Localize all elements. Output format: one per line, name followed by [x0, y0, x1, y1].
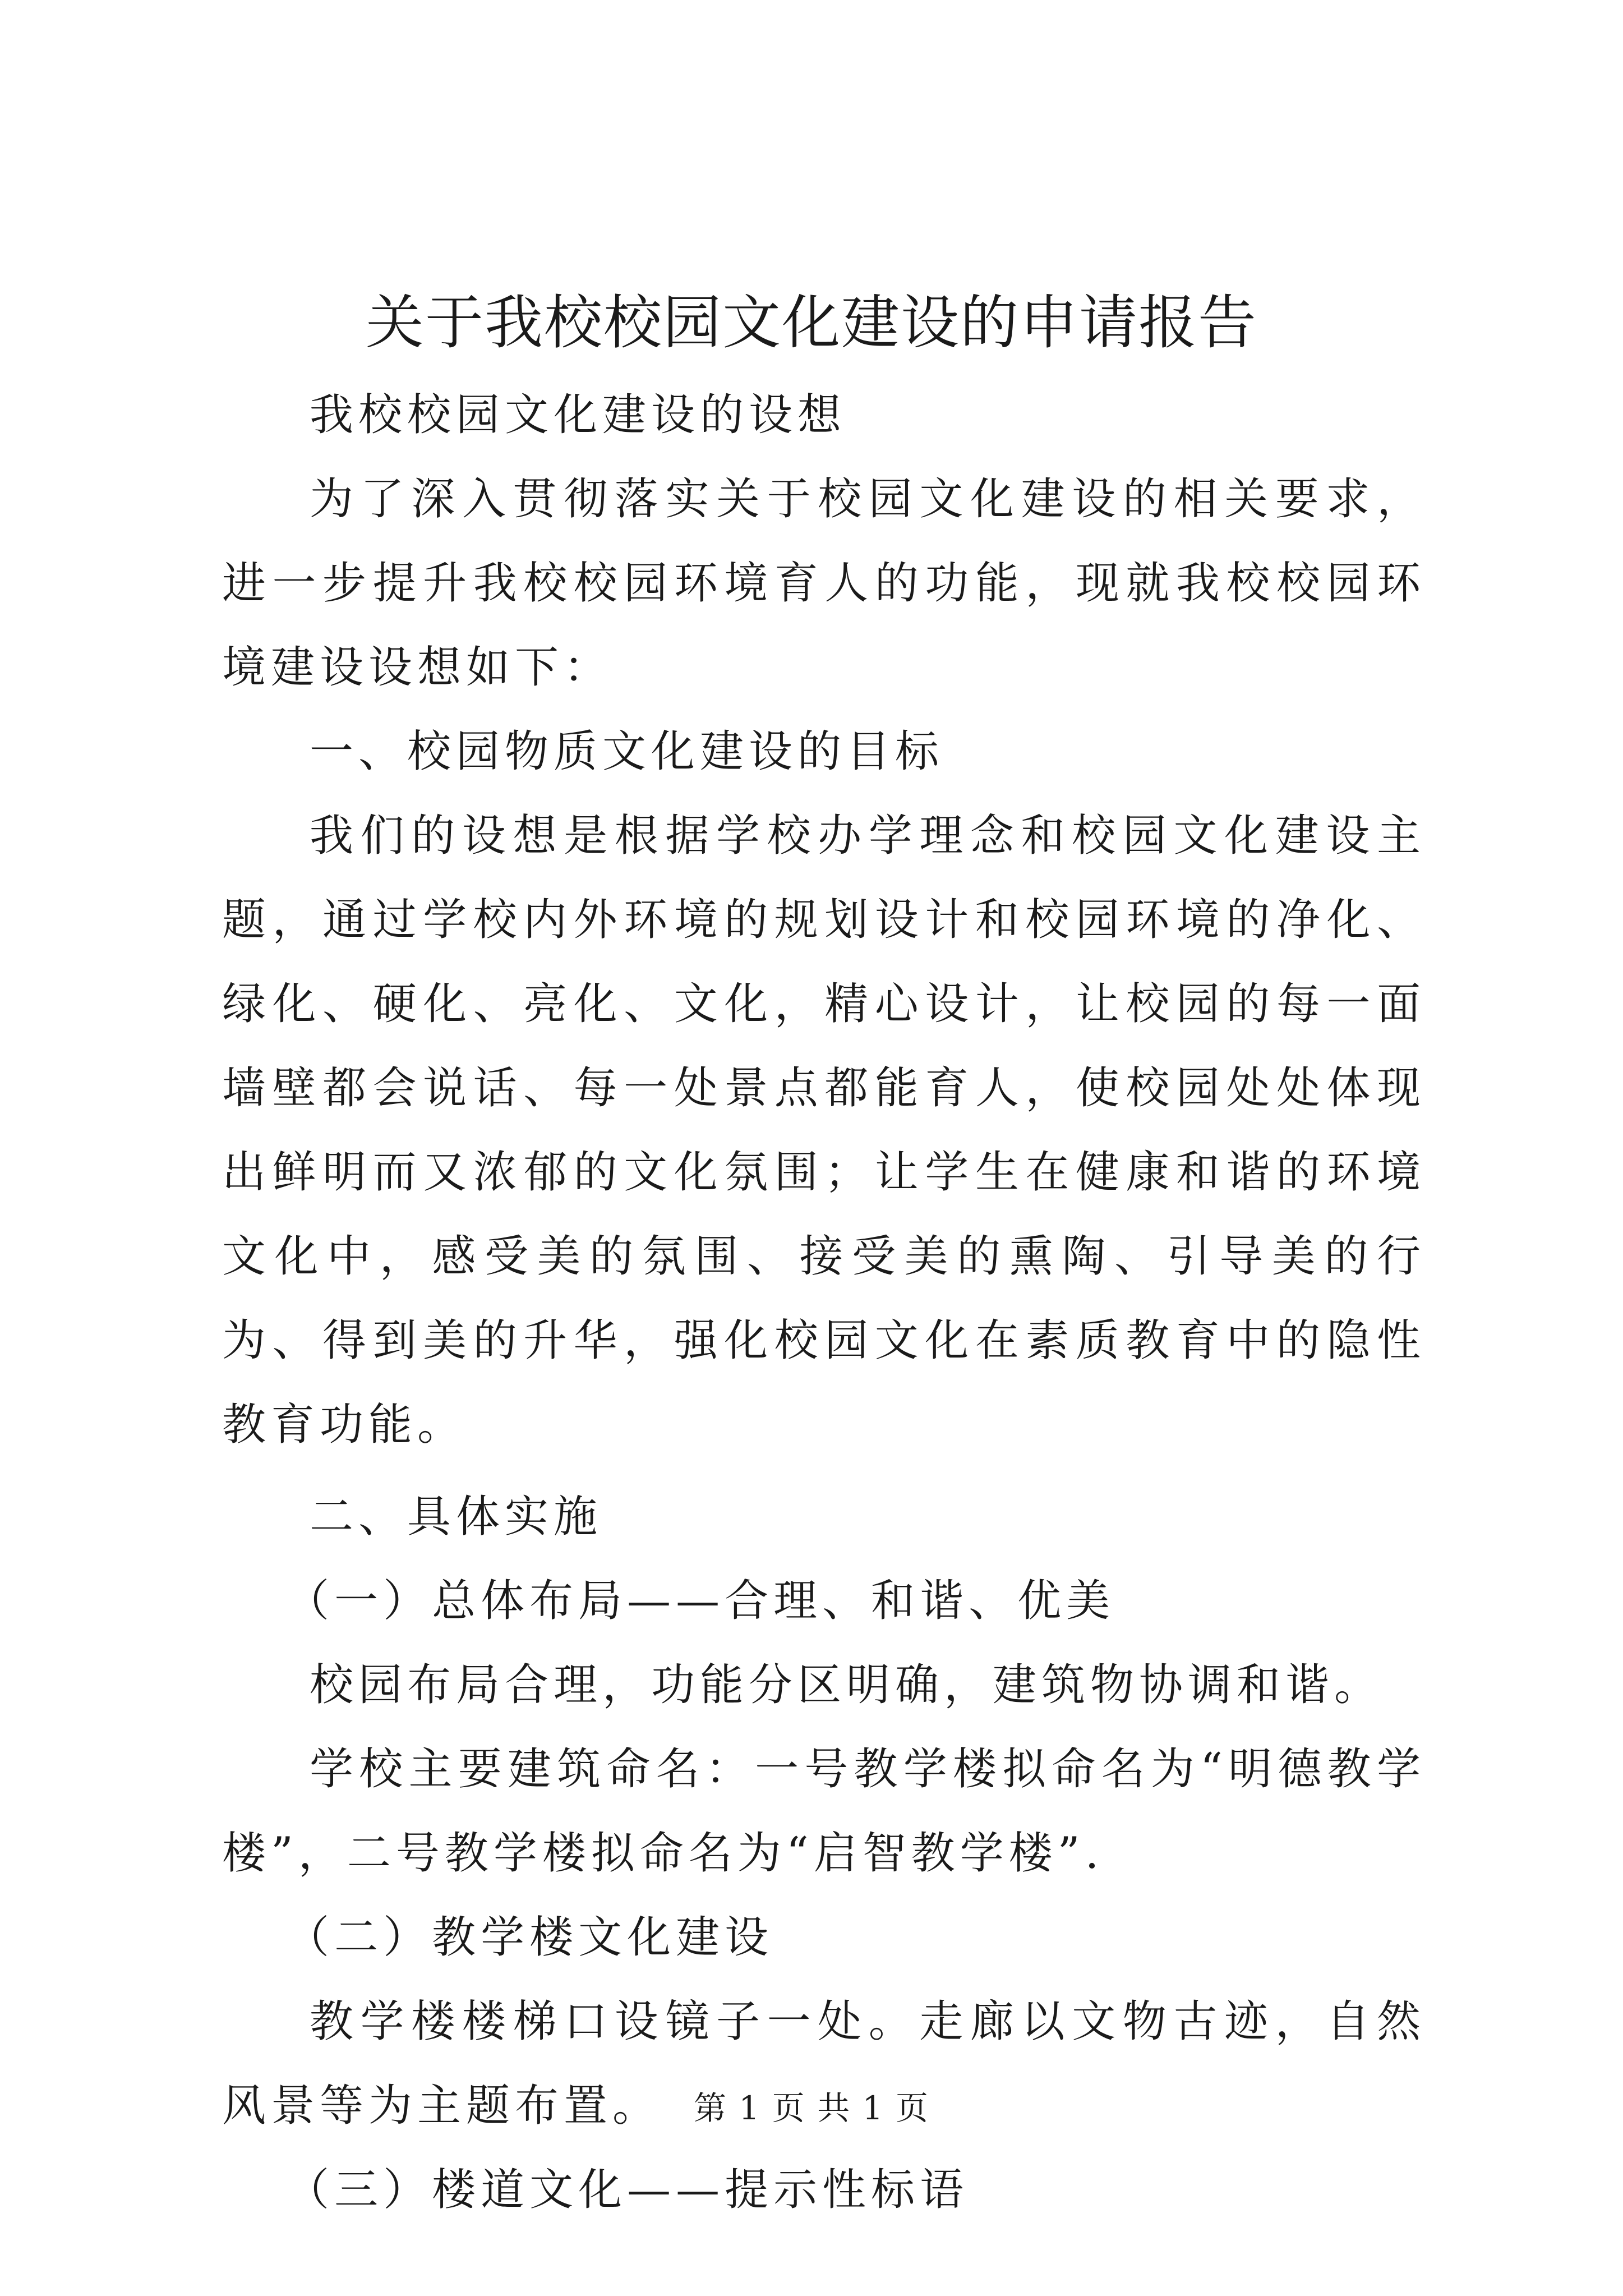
paragraph-teaching-building: 教学楼楼梯口设镜子一处。走廊以文物古迹，自然风景等为主题布置。 [222, 1996, 1426, 2131]
page-footer: 第 1 页 共 1 页 [694, 2089, 929, 2127]
subsection-heading-teaching-building: （二）教学楼文化建设 [285, 1912, 774, 1963]
document-body [222, 373, 1426, 2232]
paragraph-intro: 为了深入贯彻落实关于校园文化建设的相关要求，进一步提升我校校园环境育人的功能，现就我校校园环境建设设想如下： [222, 474, 1426, 693]
paragraph-plan-heading: 我校校园文化建设的设想 [310, 390, 847, 440]
subsection-heading-layout: （一）总体布局——合理、和谐、优美 [285, 1576, 1115, 1626]
document-title: 关于我校校园文化建设的申请报告 [365, 288, 1257, 357]
section-heading-goals: 一、校园物质文化建设的目标 [310, 726, 944, 777]
paragraph-layout: 校园布局合理，功能分区明确，建筑物协调和谐。 [310, 1660, 1384, 1710]
paragraph-goals: 我们的设想是根据学校办学理念和校园文化建设主题，通过学校内外环境的规划设计和校园环境的净化、绿化、硬化、亮化、文化，精心设计，让校园的每一面墙壁都会说话、每一处景点都能育人，使校园处处体现出鲜明而又浓郁的文化氛围；让学生在健康和谐的环境文化中，感受美的氛围、接受美的熏陶、引导美的行为、得到美的升华，强化校园文化在素质教育中的隐性教育功能。 [222, 811, 1426, 1450]
paragraph-building-names: 学校主要建筑命名：一号教学楼拟命名为“明德教学楼”，二号教学楼拟命名为“启智教学楼”. [222, 1744, 1426, 1879]
subsection-heading-corridor: （三）楼道文化——提示性标语 [285, 2165, 969, 2215]
section-heading-implementation: 二、具体实施 [310, 1492, 603, 1542]
